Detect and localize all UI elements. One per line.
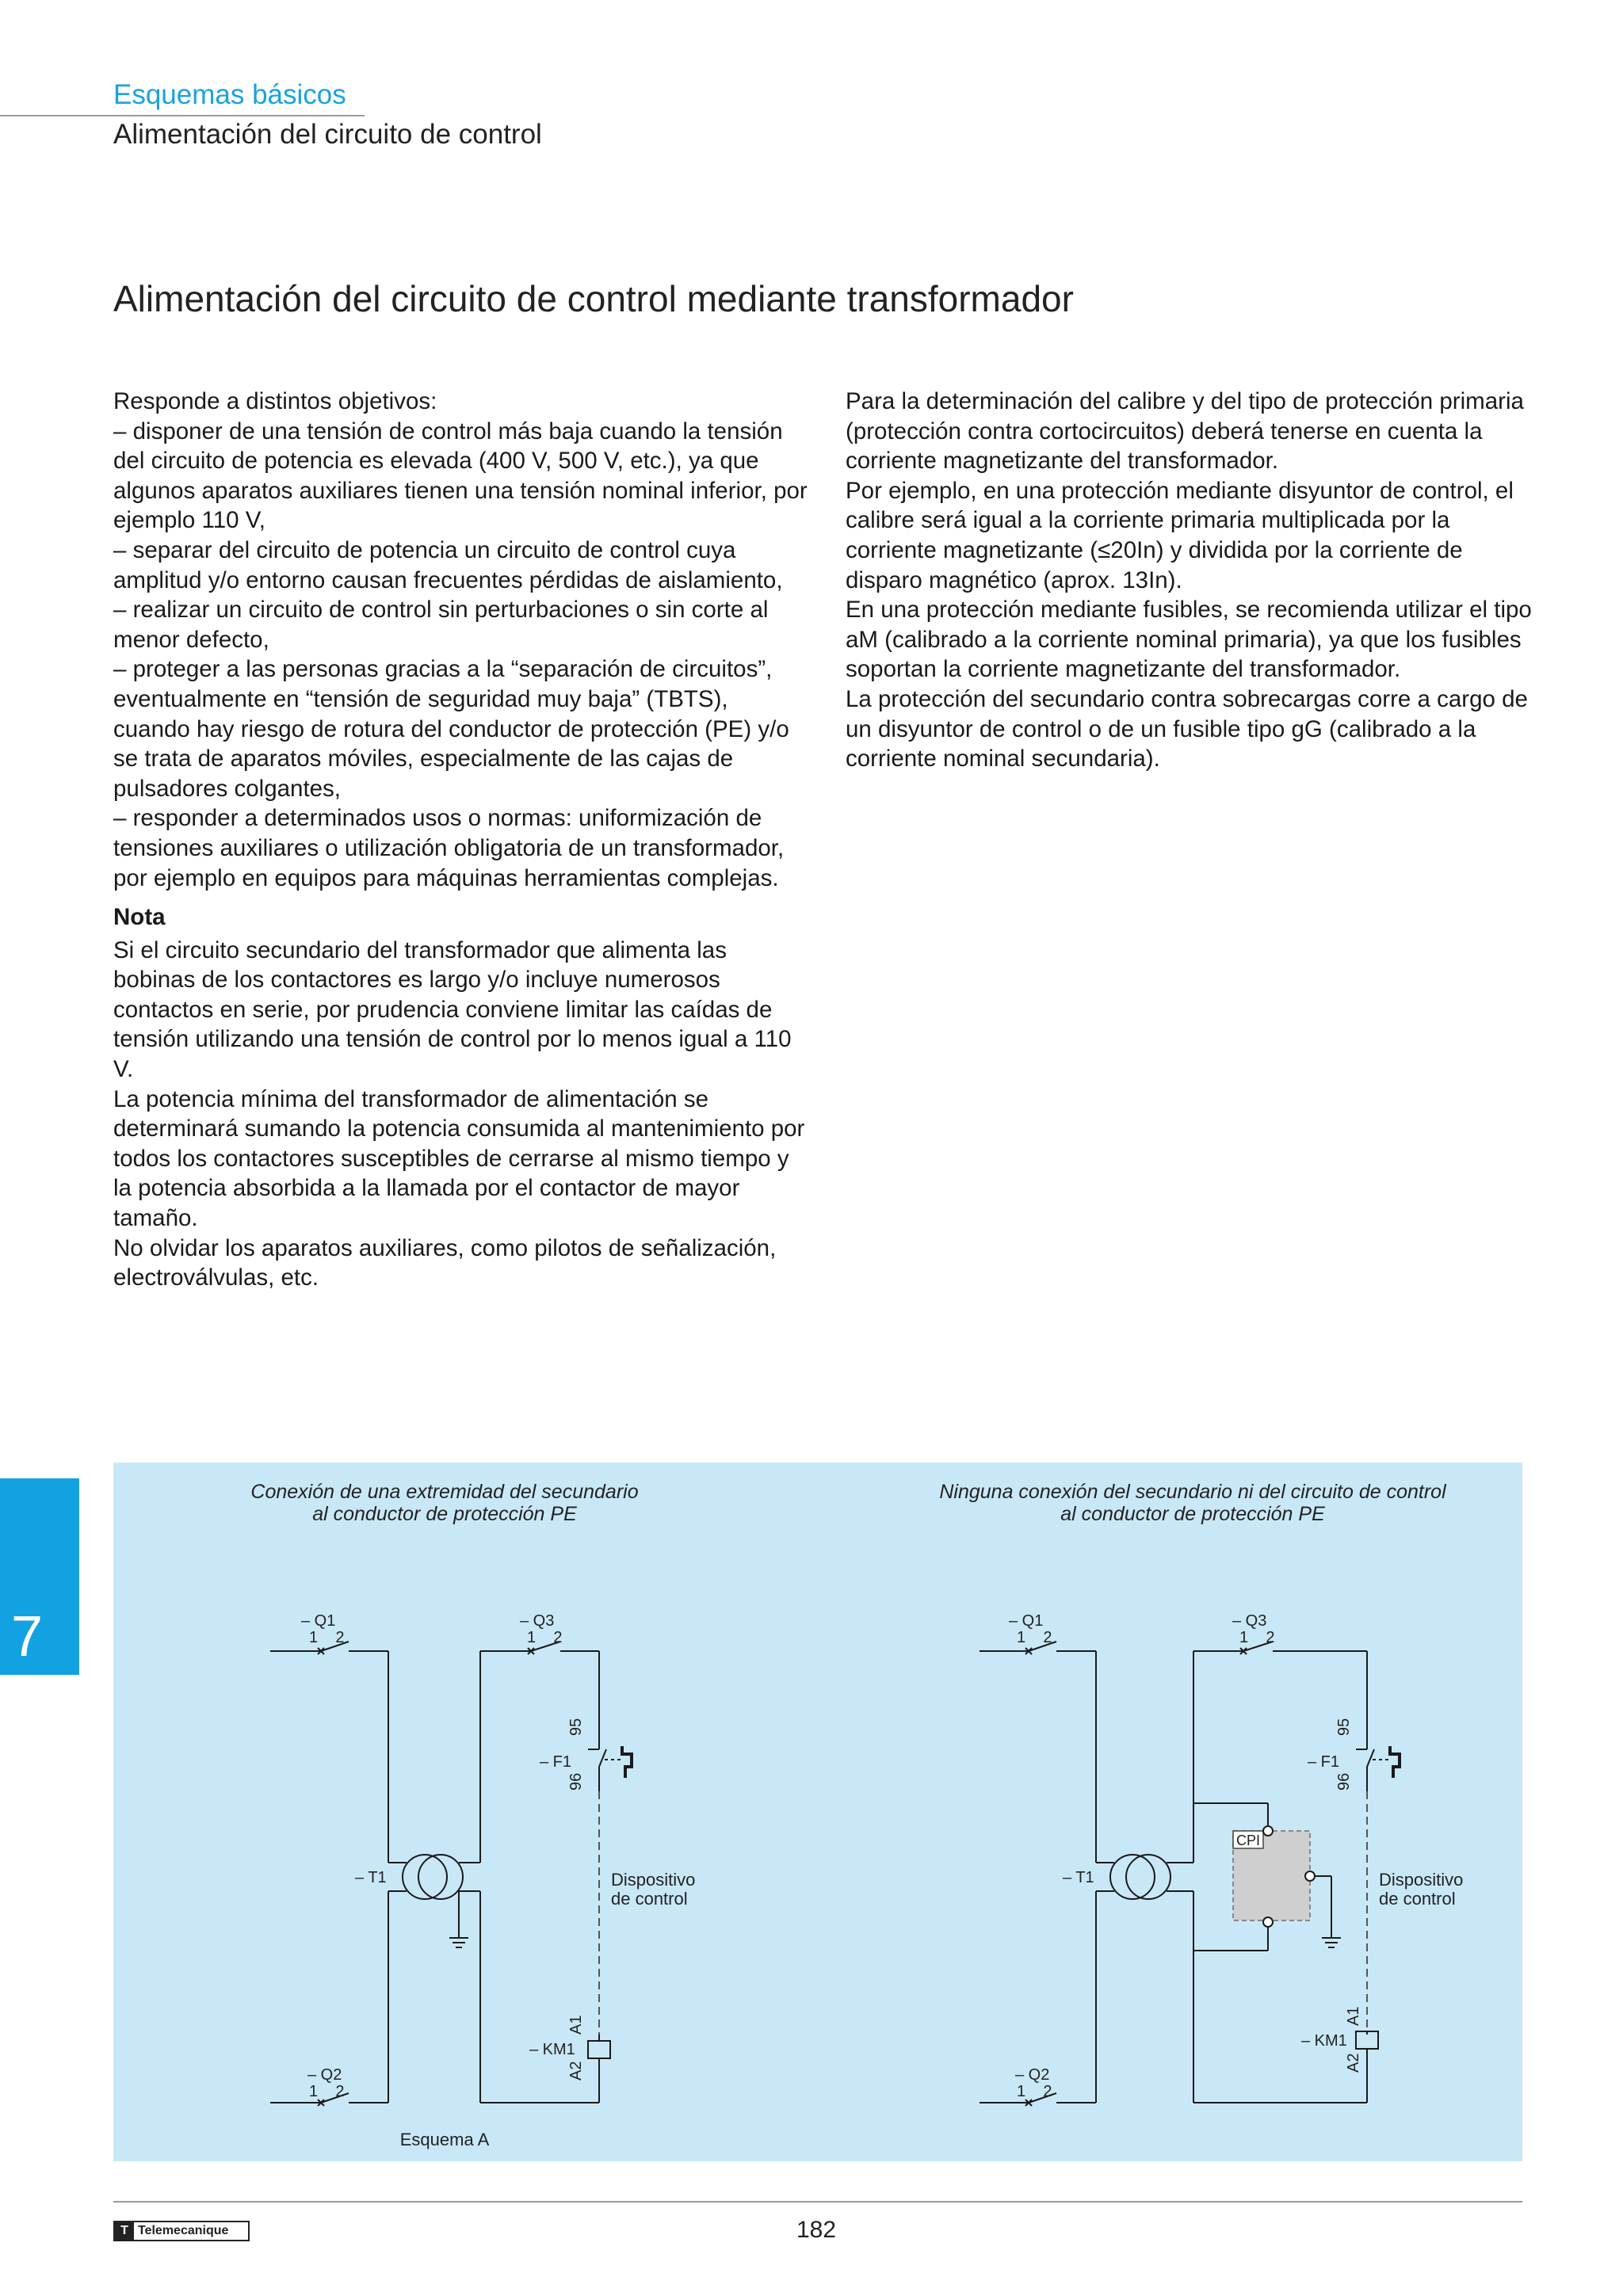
left-q1-label: – Q1	[301, 1612, 336, 1630]
objective-item: – realizar un circuito de control sin perturbaciones o sin corte al menor defecto,	[113, 597, 769, 653]
brand-name: Telemecanique	[138, 2224, 229, 2237]
body-paragraph: Por ejemplo, en una protección mediante disyuntor de control, el calibre será igual a la corriente primaria multiplicada por la corriente magnetizante (≤20In) y dividida por la corriente de disparo magnético (aprox. 13In).	[846, 477, 1514, 593]
left-q1-pins: 1 2	[309, 1629, 345, 1646]
body-paragraph: Para la determinación del calibre y del tipo de protección primaria (protección contra cortocircuitos) deberá tenerse en cuenta la corriente magnetizante del transformador.	[846, 388, 1524, 475]
right-q2-label: – Q2	[1015, 2066, 1050, 2084]
left-device-label-2: de control	[611, 1889, 688, 1909]
right-t1-label: – T1	[1063, 1869, 1094, 1886]
right-km1-a1: A1	[1345, 2006, 1362, 2026]
left-q2-breaker	[270, 1891, 388, 2106]
left-t1-label: – T1	[355, 1869, 387, 1886]
body-paragraph: La protección del secundario contra sobrecargas corre a cargo de un disyuntor de control o de un fusible tipo gG (calibrado a la corriente nominal secundaria).	[846, 685, 1528, 772]
footer-divider	[113, 2201, 1522, 2203]
left-q3-pins: 1 2	[527, 1629, 563, 1646]
right-f1-96: 96	[1335, 1772, 1353, 1791]
left-scheme-label: Esquema A	[399, 2130, 490, 2149]
right-device-label-2: de control	[1379, 1889, 1456, 1909]
right-km1-label: – KM1	[1301, 2032, 1347, 2050]
left-km1-label: – KM1	[529, 2041, 575, 2058]
left-q1-breaker	[270, 1612, 388, 1863]
cpi-label: CPI	[1236, 1833, 1261, 1848]
brand-logo	[113, 2221, 250, 2241]
right-q3-pins: 1 2	[1239, 1629, 1275, 1646]
left-f1-relay	[540, 1718, 632, 1791]
diagram-left	[250, 1481, 695, 2149]
left-q3-breaker	[520, 1612, 599, 1749]
chapter-number: 7	[11, 1605, 44, 1669]
right-q3-label: – Q3	[1232, 1612, 1267, 1630]
right-f1-relay	[1308, 1718, 1400, 1791]
wiring-diagrams	[113, 1463, 1522, 2161]
nota-paragraph: La potencia mínima del transformador de alimentación se determinará sumando la potencia consumida al mantenimiento por todos los contactores susceptibles de cerrarse al mismo tiempo y la potencia absorbida a la llamada por el contactor de mayor tamaño.	[113, 1085, 805, 1232]
header-divider	[0, 115, 365, 116]
left-caption-line2: al conductor de protección PE	[312, 1503, 577, 1525]
diagram-panel	[113, 1463, 1522, 2161]
right-q2-pins: 1 2	[1017, 2083, 1052, 2100]
right-f1-label: – F1	[1308, 1753, 1340, 1771]
objective-item: – responder a determinados usos o normas: uniformización de tensiones auxiliares o utilización obligatoria de un transformador, por ejemplo en equipos para máquinas herramientas complejas.	[113, 805, 785, 891]
left-t1-transformer	[355, 1855, 480, 1899]
right-device-label-1: Dispositivo	[1379, 1870, 1464, 1890]
right-q1-pins: 1 2	[1017, 1629, 1052, 1646]
nota-paragraph: Si el circuito secundario del transformador que alimenta las bobinas de los contactores es largo y/o incluye numerosos contactos en serie, por prudencia conviene limitar las caídas de tensión utilizando una tensión de control por lo menos igual a 110 V.	[113, 936, 792, 1083]
objective-item: – separar del circuito de potencia un circuito de control cuya amplitud y/o entorno causan frecuentes pérdidas de aislamiento,	[113, 536, 783, 593]
left-column	[113, 387, 811, 1293]
right-f1-95: 95	[1335, 1718, 1353, 1736]
left-q2-pins: 1 2	[309, 2083, 345, 2100]
objective-item: – proteger a las personas gracias a la “separación de circuitos”, eventualmente en “tensión de seguridad muy baja” (TBTS), cuando hay riesgo de rotura del conductor de protección (PE) y/o se trata de aparatos móviles, especialmente de las cajas de pulsadores colgantes,	[113, 656, 789, 802]
left-f1-95: 95	[567, 1718, 585, 1736]
left-ground	[449, 1891, 468, 1947]
left-f1-label: – F1	[540, 1753, 572, 1771]
body-paragraph: En una protección mediante fusibles, se recomienda utilizar el tipo aM (calibrado a la corriente nominal primaria), ya que los fusibles soportan la corriente magnetizante del transformador.	[846, 597, 1532, 683]
intro-text: Responde a distintos objetivos:	[113, 388, 437, 414]
left-km1-a1: A1	[567, 2015, 585, 2035]
objective-item: – disponer de una tensión de control más baja cuando la tensión del circuito de potencia es elevada (400 V, 500 V, etc.), ya que algunos aparatos auxiliares tienen una tensión nominal inferior, por ejemplo 110 V,	[113, 418, 808, 534]
right-km1-a2: A2	[1345, 2053, 1362, 2073]
right-caption-line1: Ninguna conexión del secundario ni del circuito de control	[939, 1481, 1446, 1503]
right-column	[846, 387, 1543, 774]
subsection-label: Alimentación del circuito de control	[113, 119, 542, 150]
right-q1-breaker	[980, 1612, 1096, 1863]
right-caption-line2: al conductor de protección PE	[1060, 1503, 1325, 1525]
right-q2-breaker	[980, 1891, 1096, 2106]
left-q2-label: – Q2	[307, 2066, 342, 2084]
left-km1-a2: A2	[567, 2061, 585, 2081]
page-title: Alimentación del circuito de control mediante transformador	[113, 278, 1074, 319]
right-km1-coil	[1193, 1891, 1378, 2103]
left-q3-label: – Q3	[520, 1612, 555, 1630]
left-device-label-1: Dispositivo	[611, 1870, 696, 1890]
nota-paragraph: No olvidar los aparatos auxiliares, como pilotos de señalización, electroválvulas, etc.	[113, 1234, 777, 1291]
section-label: Esquemas básicos	[113, 79, 346, 110]
left-f1-96: 96	[567, 1772, 585, 1791]
telemecanique-logo-icon: T	[115, 2222, 134, 2240]
left-km1-coil	[480, 1891, 610, 2103]
left-caption-line1: Conexión de una extremidad del secundario	[250, 1481, 639, 1503]
diagram-right	[939, 1481, 1463, 2106]
right-cpi-monitor	[1193, 1803, 1341, 1951]
nota-heading: Nota	[113, 904, 166, 931]
page-number: 182	[796, 2217, 837, 2243]
right-q1-label: – Q1	[1009, 1612, 1044, 1630]
right-t1-transformer	[1063, 1855, 1193, 1899]
